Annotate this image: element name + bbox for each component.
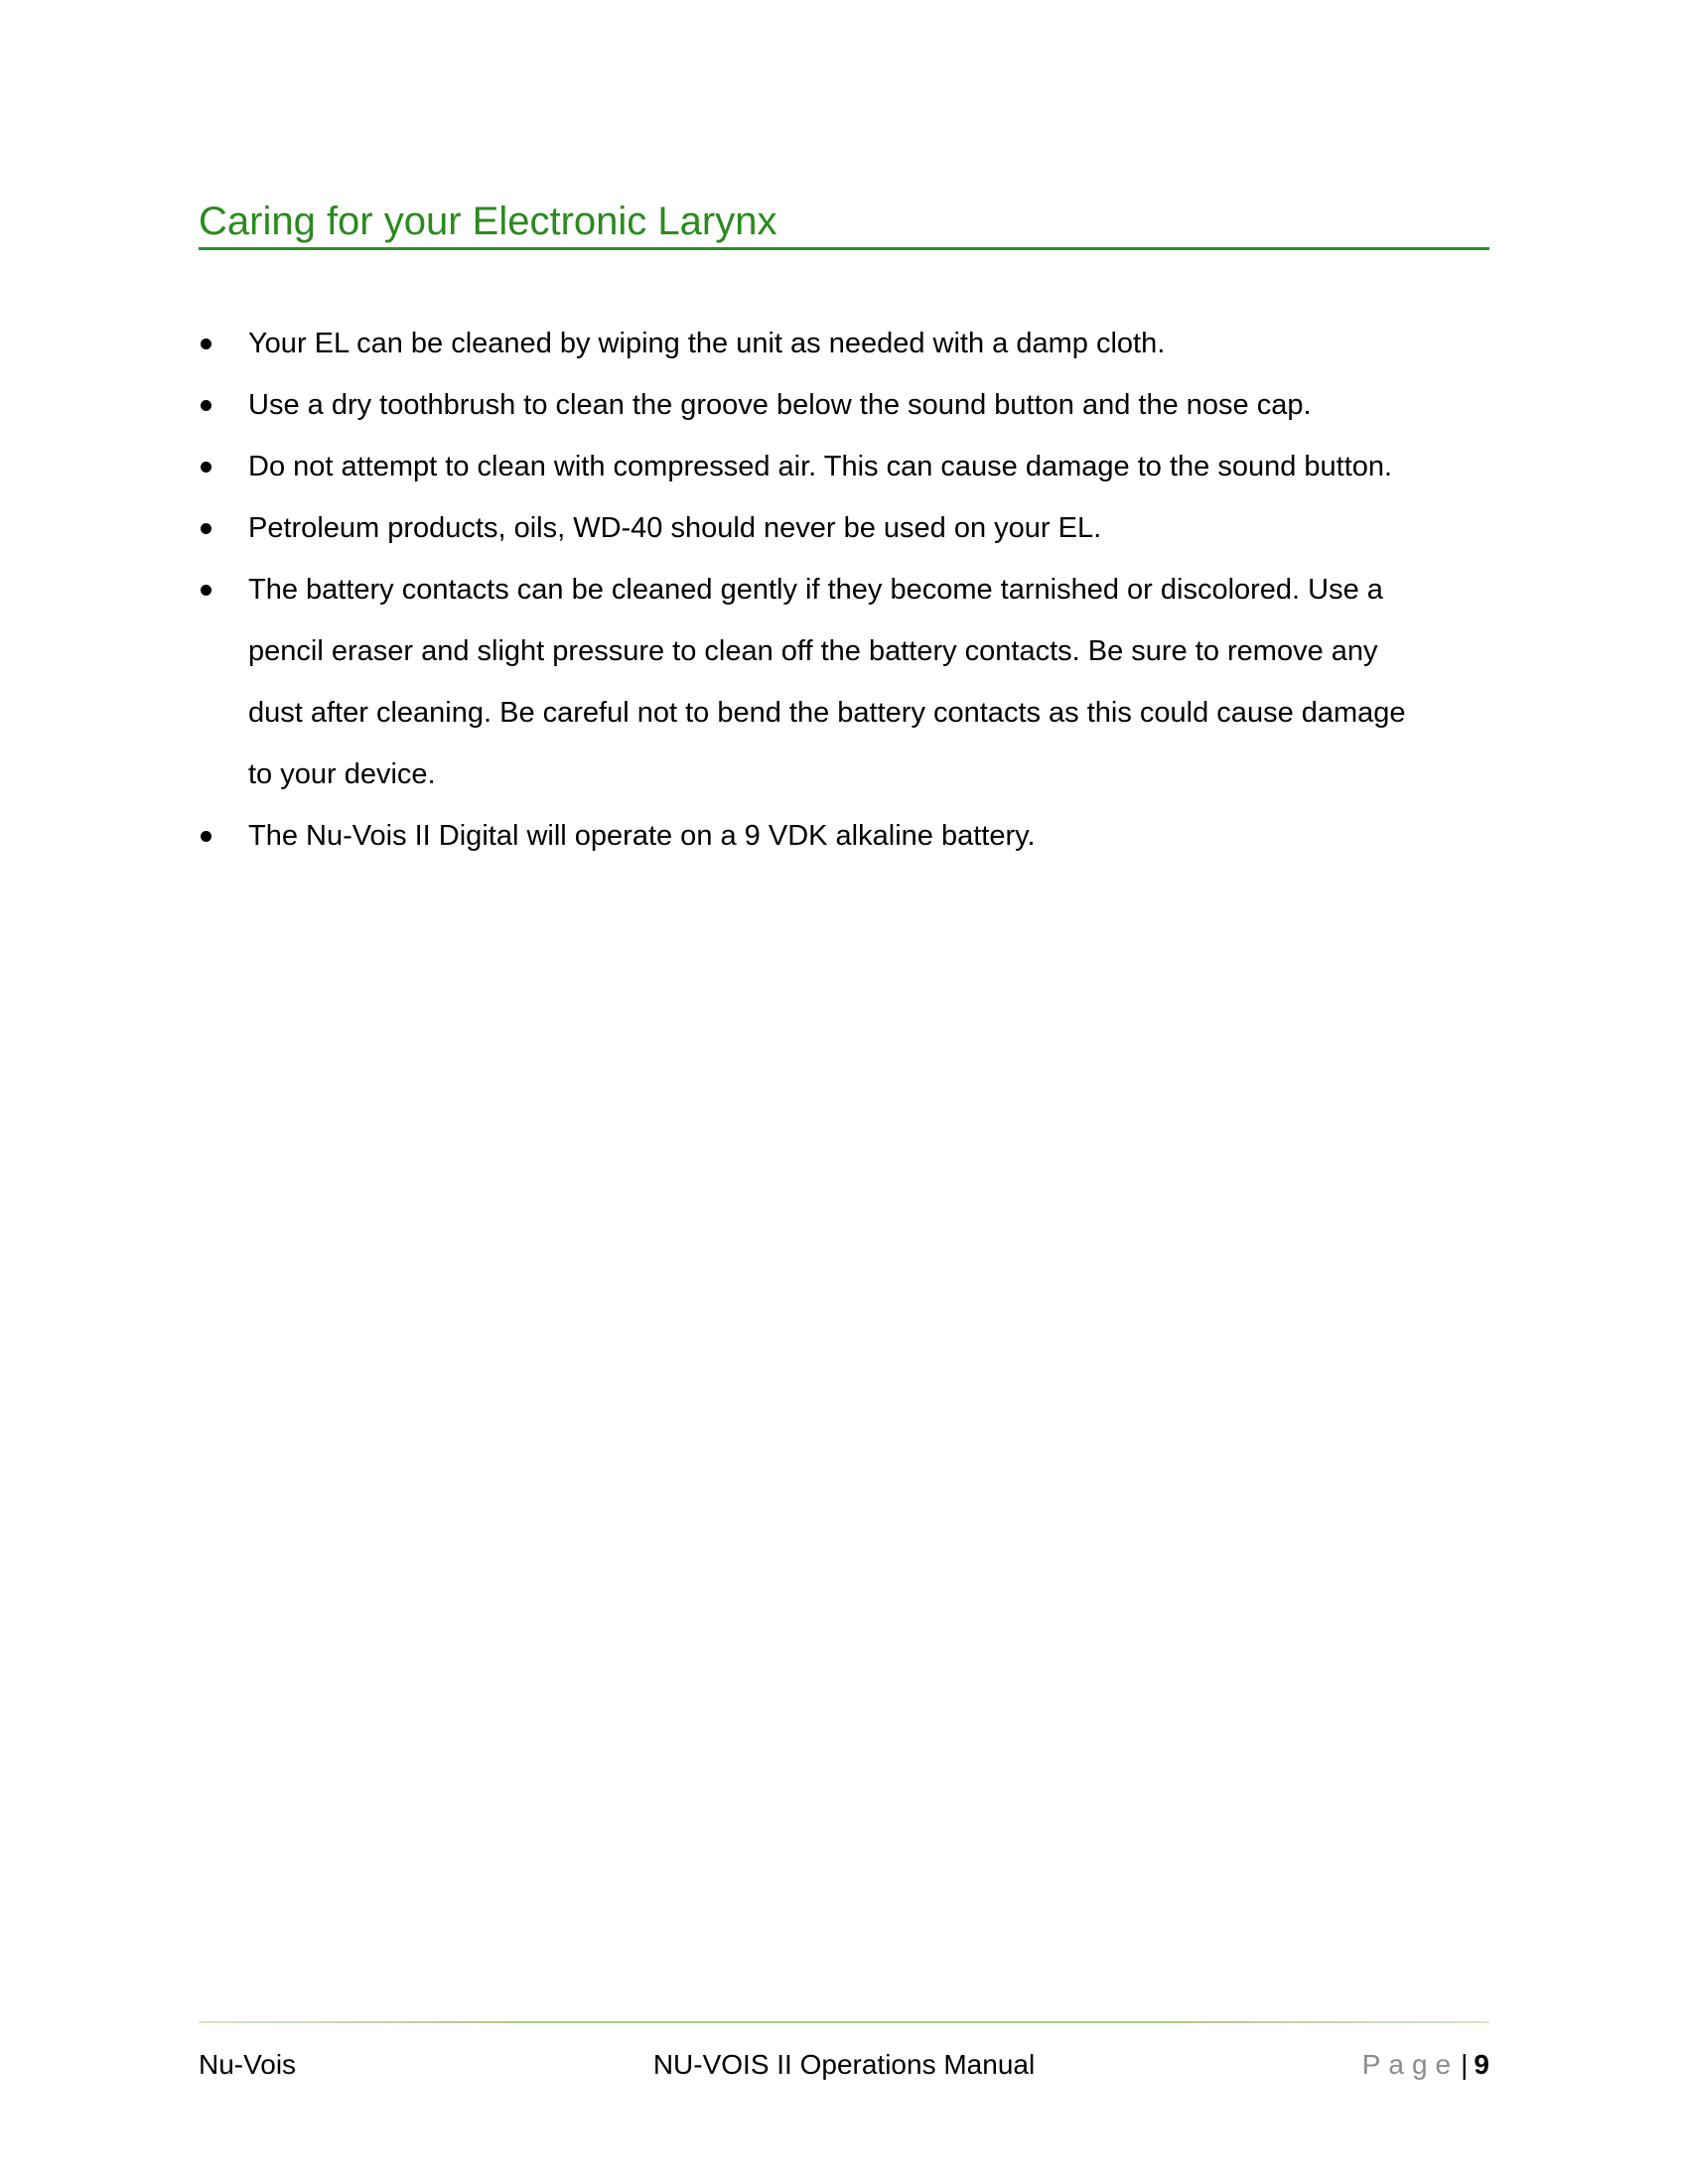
page-separator: | bbox=[1461, 2049, 1469, 2080]
bullet-icon bbox=[201, 585, 211, 596]
list-item bbox=[199, 559, 1489, 805]
page-number: 9 bbox=[1474, 2049, 1489, 2080]
list-item-line: Use a dry toothbrush to clean the groove below the sound button and the nose cap. bbox=[248, 389, 1312, 421]
bullet-icon bbox=[201, 462, 211, 473]
care-instructions-list bbox=[199, 313, 1489, 867]
list-item-line: Petroleum products, oils, WD-40 should never be used on your EL. bbox=[248, 512, 1102, 544]
list-item bbox=[199, 805, 1489, 867]
bullet-icon bbox=[201, 523, 211, 534]
page-label: Page bbox=[1361, 2049, 1460, 2080]
list-item bbox=[199, 497, 1489, 559]
section-title: Caring for your Electronic Larynx bbox=[199, 200, 777, 243]
list-item-line: The battery contacts can be cleaned gently if they become tarnished or discolored. Use a bbox=[248, 574, 1383, 606]
list-item-line: The Nu-Vois II Digital will operate on a 9 VDK alkaline battery. bbox=[248, 820, 1036, 852]
list-item bbox=[199, 313, 1489, 374]
bullet-icon bbox=[201, 339, 211, 349]
footer-divider bbox=[199, 2021, 1489, 2023]
list-item-line: Your EL can be cleaned by wiping the unit as needed with a damp cloth. bbox=[248, 328, 1166, 359]
footer-page-indicator bbox=[1362, 2047, 1489, 2083]
footer-document-title: NU-VOIS II Operations Manual bbox=[652, 2049, 1036, 2080]
bullet-icon bbox=[201, 400, 211, 411]
list-item-line: Do not attempt to clean with compressed air. This can cause damage to the sound button. bbox=[248, 451, 1393, 482]
bullet-icon bbox=[201, 831, 211, 842]
list-item-line: dust after cleaning. Be careful not to bend the battery contacts as this could cause damage bbox=[248, 697, 1406, 729]
footer-brand: Nu-Vois bbox=[199, 2049, 297, 2080]
list-item bbox=[199, 436, 1489, 497]
list-item-line: to your device. bbox=[248, 758, 436, 790]
list-item-line: pencil eraser and slight pressure to clean off the battery contacts. Be sure to remove any bbox=[248, 635, 1378, 667]
list-item bbox=[199, 374, 1489, 436]
section-heading bbox=[199, 195, 1489, 250]
